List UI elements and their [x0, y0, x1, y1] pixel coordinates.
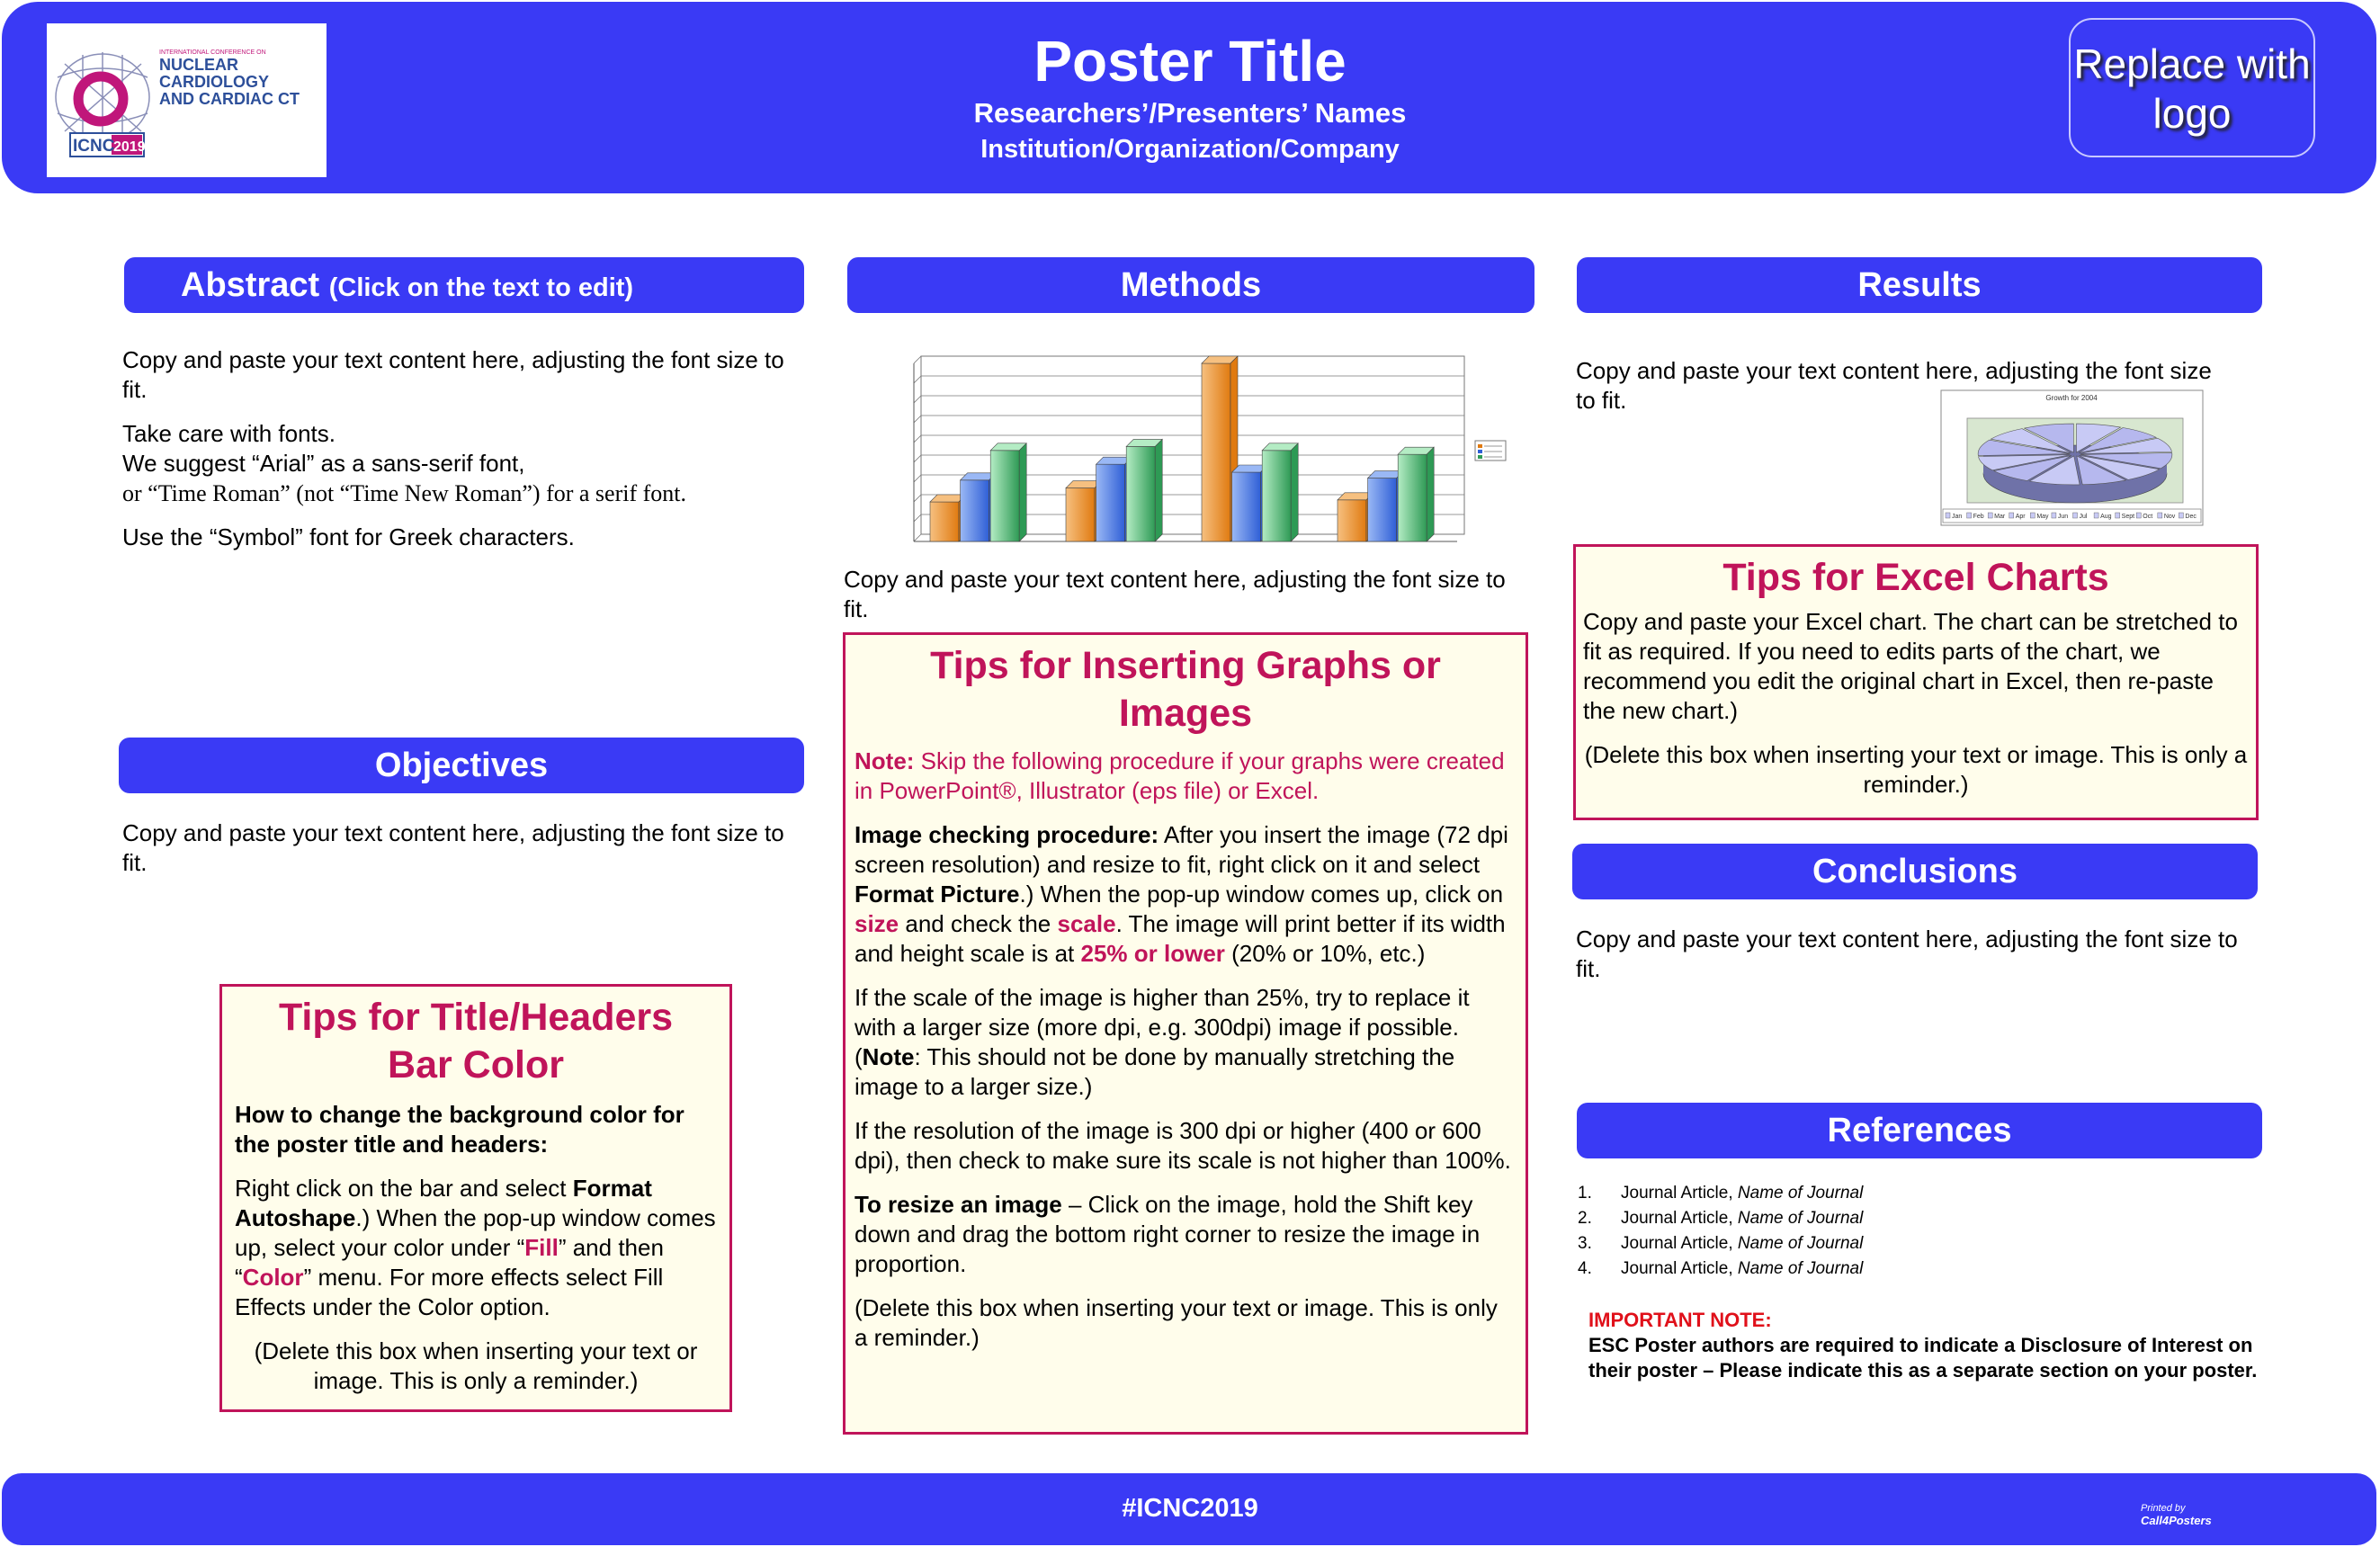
reference-article: Journal Article,: [1621, 1259, 1738, 1278]
reference-journal: Name of Journal: [1737, 1234, 1864, 1253]
pie-legend-label: Sept: [2121, 514, 2135, 520]
printer-credit: [2141, 1502, 2249, 1528]
conclusions-body[interactable]: Copy and paste your text content here, adjusting the font size to fit.: [1576, 926, 2238, 982]
conference-logo: [47, 23, 327, 177]
text-run: .) When the pop-up window comes up, click on: [1019, 881, 1504, 908]
tips-graphs-scale: [854, 983, 1517, 1102]
chart-gridline: [914, 396, 921, 403]
reference-article: Journal Article,: [1621, 1209, 1738, 1228]
text-run: ” and then “: [235, 1234, 664, 1291]
format-autoshape-term: Format Autoshape: [235, 1175, 652, 1231]
fill-term: Fill: [524, 1234, 559, 1261]
logo-small-text: INTERNATIONAL CONFERENCE ON: [159, 49, 266, 56]
abstract-heading-note: (Click on the text to edit): [328, 273, 634, 302]
reference-journal: Name of Journal: [1737, 1259, 1864, 1278]
important-note: [1588, 1308, 2263, 1383]
logo-placeholder[interactable]: Replace with logo: [2069, 18, 2315, 157]
text-run: (20% or 10%, etc.): [1224, 940, 1426, 967]
chart-gridline: [914, 435, 921, 443]
size-term: size: [854, 910, 899, 937]
logo-badge-left: ICNC: [73, 137, 115, 156]
chart-gridline: [914, 455, 921, 462]
footer-hashtag[interactable]: #ICNC2019: [1122, 1494, 1258, 1523]
color-term: Color: [242, 1264, 304, 1291]
reference-journal: Name of Journal: [1737, 1209, 1864, 1228]
abstract-fonts-line: We suggest “Arial” as a sans-serif font,: [122, 450, 525, 477]
results-body[interactable]: Copy and paste your text content here, adjusting the font size to fit.: [1576, 357, 2212, 414]
chart-gridline: [914, 376, 921, 383]
references-header[interactable]: References: [1577, 1103, 2262, 1158]
tips-excel-box[interactable]: [1573, 544, 2259, 820]
printer-name: Call4Posters: [2141, 1514, 2212, 1527]
chart-gridline: [914, 356, 921, 363]
text-run: . The image will print better if its width and height scale is at: [854, 910, 1506, 967]
tips-title-bar-reminder: (Delete this box when inserting your text or image. This is only a reminder.): [254, 1337, 698, 1394]
procedure-label: Image checking procedure:: [854, 821, 1159, 848]
reference-number: 3.: [1578, 1234, 1592, 1253]
tips-graphs-title: Tips for Inserting Graphs or Images: [930, 644, 1441, 735]
note-term: Note: [862, 1043, 915, 1070]
text-run: After you insert the image (72 dpi screen resolution) and resize to fit, right click on it and select: [854, 821, 1508, 878]
tips-excel-reminder: (Delete this box when inserting your text or image. This is only a reminder.): [1584, 741, 2248, 798]
logo-line-1: NUCLEAR: [159, 56, 238, 74]
tips-graphs-resolution: If the resolution of the image is 300 dpi or higher (400 or 600 dpi), then check to make sure its scale is not higher than 100%.: [854, 1117, 1511, 1174]
scale-term: scale: [1057, 910, 1116, 937]
text-run: .) When the pop-up window comes up, select your color under “: [235, 1204, 716, 1261]
pie-legend-label: Nov: [2163, 514, 2176, 520]
resize-label: To resize an image: [854, 1191, 1062, 1218]
abstract-paragraph: Copy and paste your text content here, adjusting the font size to fit.: [122, 346, 784, 403]
pie-legend-label: Feb: [1973, 514, 1984, 520]
text-run: Right click on the bar and select: [235, 1175, 573, 1202]
text-run: and check the: [899, 910, 1058, 937]
reference-item[interactable]: [1578, 1206, 2243, 1231]
pie-legend-label: Jan: [1952, 514, 1963, 520]
reference-article: Journal Article,: [1621, 1184, 1738, 1203]
reference-number: 2.: [1578, 1209, 1592, 1228]
important-note-text: ESC Poster authors are required to indicate a Disclosure of Interest on their poster – Please indicate this as a separate section on your poster.: [1588, 1334, 2258, 1382]
printed-by-label: Printed by: [2141, 1503, 2186, 1514]
scale-limit-term: 25% or lower: [1080, 940, 1225, 967]
abstract-fonts-line: Take care with fonts.: [122, 420, 336, 447]
logo-line-3: AND CARDIAC CT: [159, 90, 300, 108]
pie-legend-label: May: [2036, 514, 2049, 520]
chart-bar: [990, 443, 1026, 541]
tips-excel-text: Copy and paste your Excel chart. The chart can be stretched to fit as required. If you need to edits parts of the chart, we recommend you edit the original chart in Excel, then re-paste the new chart.): [1583, 608, 2238, 724]
tips-title-bar-subhead: How to change the background color for the poster title and headers:: [235, 1101, 684, 1158]
conclusions-header[interactable]: Conclusions: [1572, 844, 2258, 899]
chart-legend: [1475, 441, 1506, 461]
chart-gridline: [914, 475, 921, 482]
methods-bar-chart[interactable]: [890, 351, 1520, 553]
chart-bar: [1126, 439, 1162, 541]
conference-logo-graphic: [47, 23, 327, 177]
abstract-symbol-line: Use the “Symbol” font for Greek characters.: [122, 523, 575, 550]
abstract-heading: Abstract: [181, 266, 320, 304]
reference-article: Journal Article,: [1621, 1234, 1738, 1253]
format-picture-term: Format Picture: [854, 881, 1020, 908]
chart-gridline: [914, 416, 921, 423]
reference-item[interactable]: [1578, 1231, 2243, 1256]
pie-legend-label: Dec: [2185, 514, 2197, 520]
reference-item[interactable]: [1578, 1256, 2243, 1282]
pie-legend-label: Jun: [2057, 514, 2069, 520]
chart-gridline: [914, 514, 921, 522]
objectives-header[interactable]: Objectives: [119, 738, 804, 793]
pie-legend-label: Aug: [2100, 514, 2112, 520]
text-run: ” menu. For more effects select Fill Effects under the Color option.: [235, 1264, 664, 1320]
text-run: If the scale of the image is higher than 25%, try to replace it with a larger size (more dpi, e.g. 300dpi) image if possible. (: [854, 984, 1470, 1070]
logo-line-2: CARDIOLOGY: [159, 73, 270, 91]
reference-number: 1.: [1578, 1184, 1592, 1203]
tips-title-bar-box[interactable]: [219, 984, 732, 1412]
pie-legend-label: Jul: [2079, 514, 2088, 520]
methods-header[interactable]: Methods: [847, 257, 1534, 313]
text-run: – Click on the image, hold the Shift key down and drag the bottom right corner to resize the image in proportion.: [854, 1191, 1481, 1277]
note-label: Note:: [854, 747, 915, 774]
presenter-names[interactable]: Researchers’/Presenters’ Names: [973, 97, 1407, 129]
pie-legend-label: Mar: [1994, 514, 2006, 520]
text-run: : This should not be done by manually stretching the image to a larger size.): [854, 1043, 1455, 1100]
tips-excel-title: Tips for Excel Charts: [1722, 556, 2109, 599]
pie-legend-label: Oct: [2143, 514, 2153, 520]
text-run: Skip the following procedure if your graphs were created in PowerPoint®, Illustrator (eps file) or Excel.: [854, 747, 1505, 804]
chart-gridline: [914, 495, 921, 502]
abstract-fonts-line: or “Time Roman” (not “Time New Roman”) for a serif font.: [122, 480, 687, 506]
important-note-label: IMPORTANT NOTE:: [1588, 1309, 1772, 1331]
objectives-body[interactable]: Copy and paste your text content here, adjusting the font size to fit.: [122, 819, 784, 876]
chart-gridline: [914, 534, 921, 541]
reference-item[interactable]: [1578, 1181, 2243, 1206]
tips-graphs-note: [854, 747, 1517, 806]
reference-journal: Name of Journal: [1737, 1184, 1864, 1203]
methods-body[interactable]: Copy and paste your text content here, adjusting the font size to fit.: [844, 566, 1506, 622]
tips-graphs-box[interactable]: [843, 632, 1528, 1435]
results-header[interactable]: Results: [1577, 257, 2262, 313]
tips-graphs-procedure: [854, 820, 1517, 969]
tips-title-bar-text: [235, 1174, 717, 1322]
logo-badge-right: 2019: [113, 139, 146, 155]
pie-chart-title: Growth for 2004: [2045, 394, 2098, 402]
chart-bar: [1262, 443, 1298, 541]
tips-graphs-reminder: (Delete this box when inserting your text or image. This is only a reminder.): [854, 1294, 1498, 1351]
abstract-header[interactable]: [124, 257, 804, 313]
chart-bar: [1398, 447, 1434, 541]
results-pie-chart[interactable]: [1940, 389, 2204, 526]
institution[interactable]: Institution/Organization/Company: [980, 135, 1400, 164]
pie-legend-label: Apr: [2015, 514, 2026, 520]
abstract-body[interactable]: [122, 345, 788, 552]
references-list[interactable]: [1578, 1181, 2243, 1282]
tips-graphs-resize: [854, 1190, 1517, 1279]
reference-number: 4.: [1578, 1259, 1592, 1278]
poster-title[interactable]: Poster Title: [1033, 29, 1347, 94]
tips-title-bar-title: Tips for Title/Headers Bar Color: [278, 996, 674, 1086]
pie-legend: [1943, 509, 2201, 523]
